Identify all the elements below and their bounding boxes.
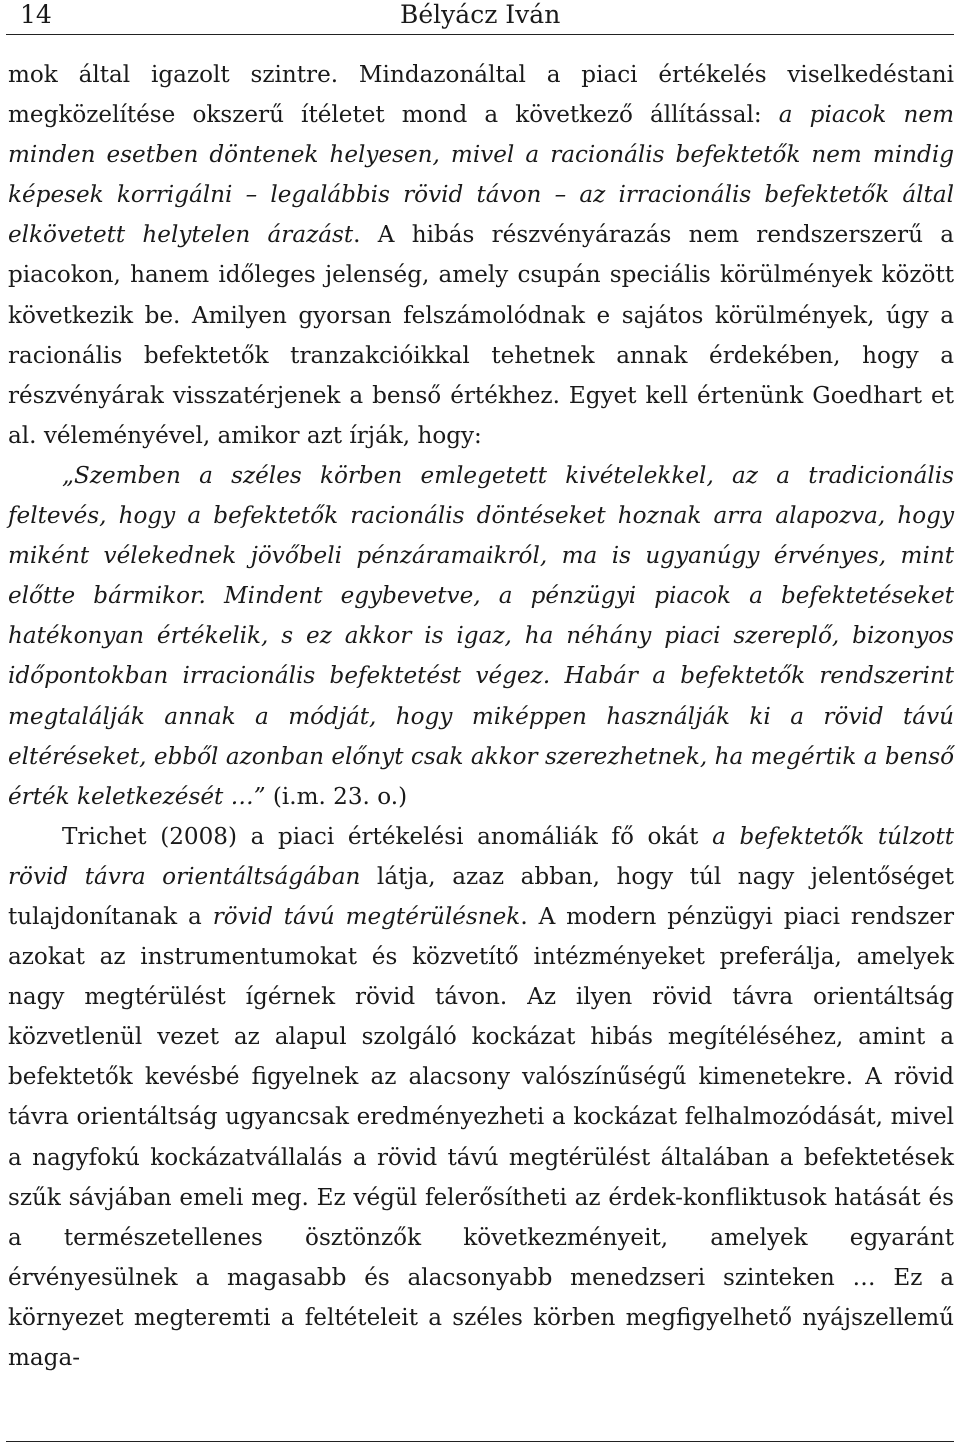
paragraph-2-text-b: látja, azaz abban, hogy túl nagy jelentőséget tulajdonítanak a (8, 863, 954, 930)
paragraph-1-text-b: . A hibás részvényárazás nem rendszerszerű a piacokon, hanem időleges jelenség, amely csupán speciális körülmények között következik be. Amilyen gyorsan felszámolódnak e sajátos körülmények, úgy a racionális befektetők tranzakcióikkal tehetnek annak érdekében, hogy a részvényárak visszatérjenek a benső értékhez. Egyet kell értenünk Goedhart et al. véleményével, amikor azt írják, hogy: (8, 222, 954, 449)
paragraph-2-italic-b: rövid távú megtérülésnek (212, 903, 521, 930)
quote-citation: (i.m. 23. o.) (265, 783, 408, 810)
block-quote (8, 456, 954, 817)
paragraph-2-italic-a: a befektetők túlzott rövid távra orientáltságában (8, 823, 955, 890)
running-head-author: Bélyácz Iván (400, 0, 561, 29)
paragraph-2-text-c: . A modern pénzügyi piaci rendszer azokat az instrumentumokat és közvetítő intézményeket preferálja, amelyek nagy megtérülést ígérnek rövid távon. Az ilyen rövid távra orientáltság közvetlenül vezet az alapul szolgáló kockázat hibás megítéléséhez, amint a befektetők kevésbé figyelnek az alacsony valószínűségű kimenetekre. A rövid távra orientáltság ugyancsak eredményezheti a kockázat felhalmozódását, mivel a nagyfokú kockázatvállalás a rövid távú megtérülést általában a befektetések szűk sávjában emeli meg. Ez végül felerősítheti az érdek-konfliktusok hatását és a természetellenes ösztönzők következményeit, amelyek egyaránt érvényesülnek a magasabb és alacsonyabb menedzseri szinteken … Ez a környezet megteremti a feltételeit a széles körben megfigyelhető nyájszellemű maga- (8, 903, 954, 1371)
running-head (6, 0, 954, 35)
body-text (8, 55, 954, 1378)
page-number: 14 (20, 0, 52, 29)
paragraph-continued (8, 55, 954, 456)
paragraph-1-italic-statement: a piacok nem minden esetben döntenek helyesen, mivel a racionális befektetők nem mindig képesek korrigálni – legalábbis rövid távon – az irracionális befektetők által elkövetett helytelen árazást (8, 102, 954, 249)
quote-text: „Szemben a széles körben emlegetett kivételekkel, az a tradicionális feltevés, hogy a befektetők racionális döntéseket hoznak arra alapozva, hogy miként vélekednek jövőbeli pénzáramaikról, ma is ugyanúgy érvényes, mint előtte bármikor. Mindent egybevetve, a pénzügyi piacok a befektetéseket hatékonyan értékelik, s ez akkor is igaz, ha néhány piaci szereplő, bizonyos időpontokban irracionális befektetést végez. Habár a befektetők rendszerint megtalálják annak a módját, hogy miképpen használják ki a rövid távú eltéréseket, ebből azonban előnyt csak akkor szerezhetnek, ha megértik a benső érték keletkezését …” (8, 462, 954, 810)
paragraph-trichet (8, 817, 954, 1378)
paragraph-2-text-a: Trichet (2008) a piaci értékelési anomáliák fő okát (62, 823, 713, 850)
paragraph-1-text-a: mok által igazolt szintre. Mindazonáltal a piaci értékelés viselkedéstani megközelítése okszerű ítéletet mond a következő állítással: (8, 62, 954, 129)
bottom-rule (6, 1441, 954, 1442)
